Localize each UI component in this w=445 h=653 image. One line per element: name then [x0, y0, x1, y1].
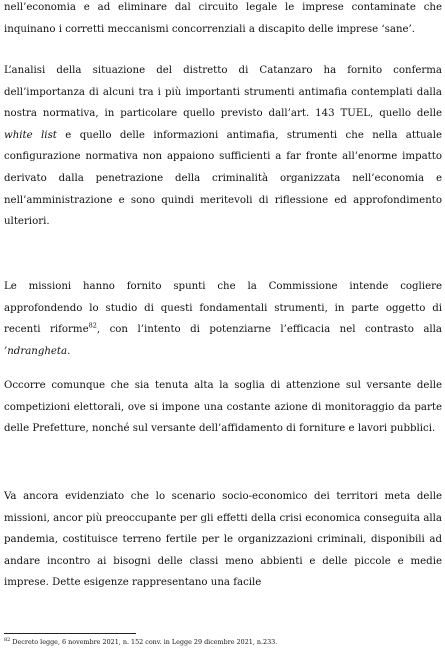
paragraph-2-text-start: L’analisi della situazione del distretto di Catanzaro ha fornito conferma dell’importanza di alcuni tra i più importanti strumenti antimafia contemplati dalla nostra normativa, in particolare quello previsto dall’art. 143 TUEL, quello delle: [4, 65, 442, 120]
paragraph-3-text-middle: , con l’intento di potenziarne l’efficacia nel contrasto alla: [96, 324, 442, 336]
paragraph-5-text: Va ancora evidenziato che lo scenario socio-economico dei territori meta delle missioni, ancor più preoccupante per gli effetti della crisi economica conseguita alla pandemia, costituisce terreno fertile per le organizzazioni criminali, disponibili ad andare incontro ai bisogni delle classi meno abbienti e delle piccole e medie imprese. Dette esigenze rappresentano una facile: [4, 491, 442, 589]
ndrangheta-term: ’ndrangheta: [4, 345, 68, 357]
paragraph-3-text-end: .: [67, 345, 71, 357]
paragraph-3: [4, 276, 442, 362]
paragraph-5: [4, 486, 442, 594]
footnote-reference[interactable]: 82: [88, 321, 97, 330]
footnote: [4, 638, 442, 647]
paragraph-4: [4, 375, 442, 440]
footnote-text: Decreto legge, 6 novembre 2021, n. 152 conv. in Legge 29 dicembre 2021, n.233.: [10, 638, 278, 646]
paragraph-2: [4, 60, 442, 233]
paragraph-3-text-start: Le missioni hanno fornito spunti che la Commissione intende cogliere approfondendo lo studio di questi fondamentali strumenti, in parte oggetto di recenti riforme: [4, 281, 442, 336]
footnote-divider: [4, 633, 136, 634]
paragraph-4-text: Occorre comunque che sia tenuta alta la soglia di attenzione sul versante delle competizioni elettorali, ove si impone una costante azione di monitoraggio da parte delle Prefetture, nonché sul versante dell’affidamento di forniture e lavori pubblici.: [4, 380, 442, 435]
paragraph-1-text: nell’economia e ad eliminare dal circuito legale le imprese contaminate che inquinano i corretti meccanismi concorrenziali a discapito delle imprese ‘sane’.: [4, 2, 442, 35]
paragraph-1: [4, 0, 442, 40]
footnote-number: 82: [4, 636, 11, 643]
white-list-term: white list: [4, 129, 57, 141]
paragraph-2-text-end: e quello delle informazioni antimafia, strumenti che nella attuale configurazione normativa non appaiono sufficienti a far fronte all’enorme impatto derivato dalla penetrazione della criminalità organizzata nell’economia e nell’amministrazione e sono quindi meritevoli di riflessione ed approfondimento ulteriori.: [4, 129, 442, 228]
